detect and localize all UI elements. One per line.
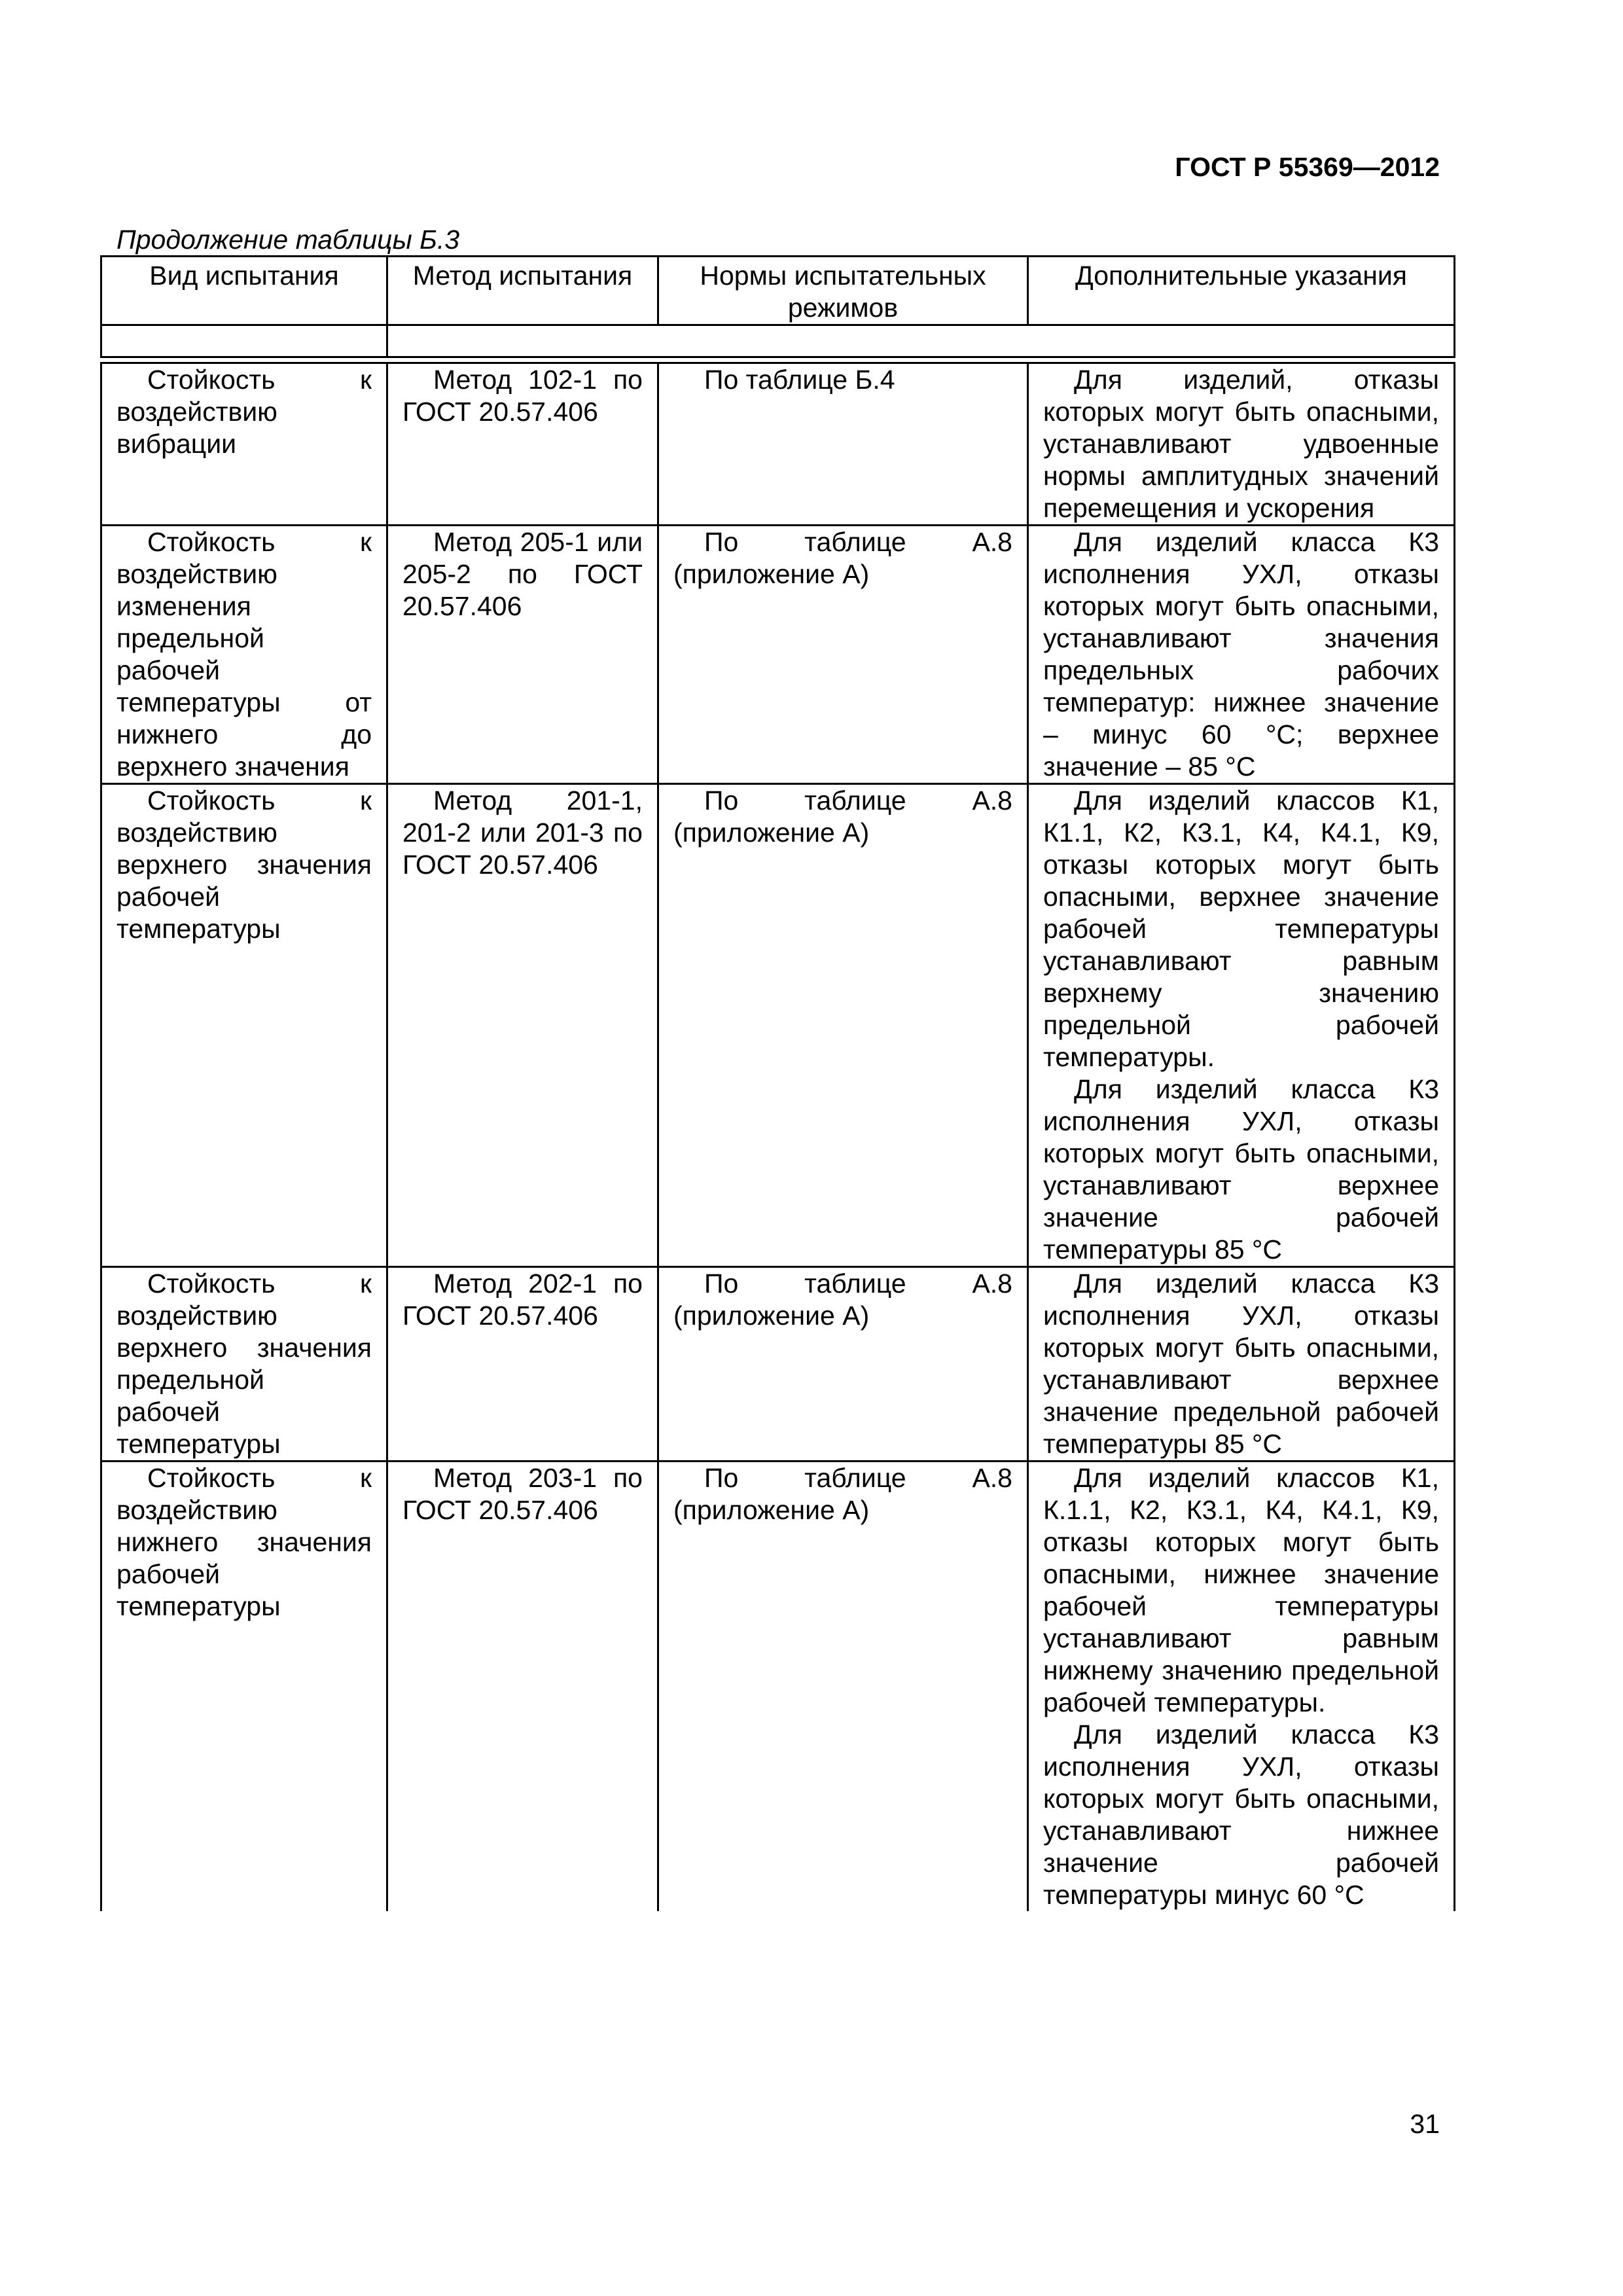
- test-method-cell: Метод 102-1 по ГОСТ 20.57.406: [387, 363, 658, 526]
- table-row: [101, 526, 1455, 784]
- notes-cell: Для изделий классов К1, К.1.1, К2, К3.1, К4, К4.1, К9, отказы которых могут быть опасными, нижнее значение рабочей температуры устанавливают равным нижнему значению предельной рабочей температуры. Для изделий класса К3 исполнения УХЛ, отказы которых могут быть опасными, устанавливают нижнее значение рабочей температуры минус 60 °С: [1028, 1462, 1455, 1912]
- notes-cell: Для изделий, отказы которых могут быть опасными, устанавливают удвоенные нормы амплитудных значений перемещения и ускорения: [1028, 363, 1455, 526]
- header-test-type: Вид испытания: [101, 257, 387, 325]
- test-type-cell: Стойкость к воздействию вибрации: [101, 363, 387, 526]
- test-method-cell: Метод 205-1 или 205-2 по ГОСТ 20.57.406: [387, 526, 658, 784]
- test-type-cell: Стойкость к воздействию изменения предельной рабочей температуры от нижнего до верхнего значения: [101, 526, 387, 784]
- test-method-cell: Метод 203-1 по ГОСТ 20.57.406: [387, 1462, 658, 1912]
- test-norms-cell: По таблице Б.4: [658, 363, 1028, 526]
- test-type-cell: Стойкость к воздействию верхнего значения предельной рабочей температуры: [101, 1267, 387, 1462]
- notes-cell: Для изделий класса К3 исполнения УХЛ, отказы которых могут быть опасными, устанавливают верхнее значение предельной рабочей температуры 85 °С: [1028, 1267, 1455, 1462]
- test-method-cell: Метод 201-1, 201-2 или 201-3 по ГОСТ 20.57.406: [387, 784, 658, 1267]
- header-additional-notes: Дополнительные указания: [1028, 257, 1455, 325]
- document-code: ГОСТ Р 55369—2012: [1175, 152, 1440, 182]
- page-number: 31: [1410, 2109, 1440, 2139]
- test-type-cell: Стойкость к воздействию нижнего значения рабочей температуры: [101, 1462, 387, 1912]
- spacer-cell: [387, 325, 1455, 357]
- test-norms-cell: По таблице А.8 (приложение А): [658, 1462, 1028, 1912]
- test-type-cell: Стойкость к воздействию верхнего значения рабочей температуры: [101, 784, 387, 1267]
- header-test-norms: Нормы испытательных режимов: [658, 257, 1028, 325]
- header-test-method: Метод испытания: [387, 257, 658, 325]
- test-table: [100, 255, 1455, 1911]
- notes-cell: Для изделий классов К1, К1.1, К2, К3.1, К4, К4.1, К9, отказы которых могут быть опасными, верхнее значение рабочей температуры устанавливают равным верхнему значению предельной рабочей температуры. Для изделий класса К3 исполнения УХЛ, отказы которых могут быть опасными, устанавливают верхнее значение рабочей температуры 85 °С: [1028, 784, 1455, 1267]
- table-caption: Продолжение таблицы Б.3: [116, 224, 460, 255]
- table-row: [101, 1462, 1455, 1912]
- notes-cell: Для изделий класса К3 исполнения УХЛ, отказы которых могут быть опасными, устанавливают значения предельных рабочих температур: нижнее значение – минус 60 °С; верхнее значение – 85 °С: [1028, 526, 1455, 784]
- test-norms-cell: По таблице А.8 (приложение А): [658, 526, 1028, 784]
- test-method-cell: Метод 202-1 по ГОСТ 20.57.406: [387, 1267, 658, 1462]
- test-norms-cell: По таблице А.8 (приложение А): [658, 784, 1028, 1267]
- table-row: [101, 363, 1455, 526]
- spacer-cell: [101, 325, 387, 357]
- header-separator: [101, 357, 1455, 363]
- table-header-row: [101, 257, 1455, 325]
- header-spacer-row: [101, 325, 1455, 357]
- table-row: [101, 1267, 1455, 1462]
- table-row: [101, 784, 1455, 1267]
- test-norms-cell: По таблице А.8 (приложение А): [658, 1267, 1028, 1462]
